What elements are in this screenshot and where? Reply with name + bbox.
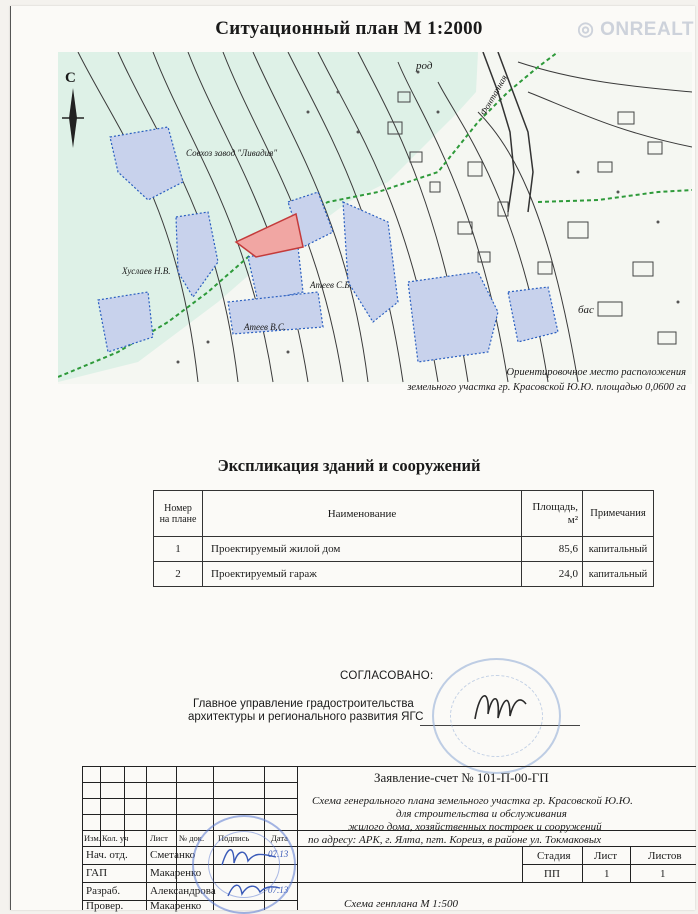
approval-title: СОГЛАСОВАНО:: [340, 670, 434, 682]
date-developer: 07.13: [268, 885, 289, 895]
col-header-izm: Изм.: [84, 833, 101, 843]
situation-map: [58, 52, 692, 384]
doc-description-line3: жилого дома, хозяйственных построек и сооружений: [348, 821, 602, 833]
sheet-title: Схема генплана М 1:500: [344, 898, 458, 910]
table-row: [154, 537, 654, 562]
map-drawing: [58, 52, 692, 384]
col-header-kol: Кол. уч: [102, 833, 129, 843]
doc-description-line1: Схема генерального плана земельного участка гр. Красовской Ю.Ю.: [312, 795, 633, 807]
map-caption: [386, 365, 686, 395]
approval-signature: [470, 684, 530, 728]
person-head: Сметанко: [150, 849, 196, 861]
col-header-list: Лист: [150, 833, 168, 843]
north-arrow-icon: [62, 88, 84, 148]
signature-head: [220, 843, 280, 873]
col-header-docnum: № док.: [179, 833, 205, 843]
watermark: ◎ ONREALT: [577, 19, 694, 40]
role-gap: ГАП: [86, 867, 108, 879]
map-caption-line2: земельного участка гр. Красовской Ю.Ю. площадью 0,0600 га: [407, 382, 686, 393]
map-label-street: Фонтанная: [478, 73, 510, 117]
explication-header-row: [154, 491, 654, 537]
row-name: Проектируемый жилой дом: [203, 537, 522, 562]
map-label-owner3: Атеев В.С.: [244, 322, 287, 332]
col-header-signature: Подпись: [218, 833, 250, 843]
person-checker: Макаренко: [150, 900, 202, 912]
col-header-num: Номер на плане: [154, 491, 203, 537]
explication-title: Экспликация зданий и сооружений: [217, 456, 481, 475]
signature-developer: [226, 878, 282, 902]
compass: [62, 70, 84, 150]
map-label-owner1: Хуслаев Н.В.: [122, 266, 171, 276]
person-gap: Макаренко: [150, 867, 202, 879]
doc-description-line4: по адресу: АРК, г. Ялта, пгт. Кореиз, в районе ул. Токмаковых: [308, 834, 602, 846]
map-label-road: род: [416, 60, 433, 72]
row-area: 24,0: [522, 562, 583, 587]
compass-letter: С: [65, 70, 76, 86]
row-num: 2: [154, 562, 203, 587]
role-checker: Провер.: [86, 900, 124, 912]
date-head: 07.13: [268, 849, 289, 859]
row-area: 85,6: [522, 537, 583, 562]
watermark-icon: ◎: [577, 19, 601, 40]
row-note: капитальный: [583, 562, 654, 587]
title-block: [82, 766, 696, 910]
col-header-note: Примечания: [583, 491, 654, 537]
explication-table: [153, 490, 654, 587]
col-header-name: Наименование: [203, 491, 522, 537]
map-caption-line1: Ориентировочное место расположения: [506, 367, 686, 378]
map-label-bas: бас: [578, 304, 594, 316]
col-header-area: Площадь, м²: [522, 491, 583, 537]
doc-number: Заявление-счет № 101-П-00-ГП: [374, 770, 549, 785]
stage-header: Стадия: [537, 850, 571, 862]
approval-org-line1: Главное управление градостроительства: [193, 698, 414, 710]
map-label-owner2: Атеев С.Б.: [310, 280, 352, 290]
stage-value: ПП: [544, 868, 560, 880]
plan-title: Ситуационный план М 1:2000: [215, 18, 483, 39]
map-label-sovkhoz: Совхоз завод "Ливадия": [186, 148, 278, 158]
sheets-value: 1: [660, 868, 666, 880]
sheet-header: Лист: [594, 850, 618, 862]
row-note: капитальный: [583, 537, 654, 562]
role-developer: Разраб.: [86, 885, 121, 897]
sheets-header: Листов: [648, 850, 682, 862]
role-head: Нач. отд.: [86, 849, 128, 861]
doc-description-line2: для строительства и обслуживания: [396, 808, 567, 820]
col-header-date: Дата: [271, 833, 288, 843]
approval-org-line2: архитектуры и регионального развития ЯГС: [188, 711, 424, 723]
table-row: [154, 562, 654, 587]
row-num: 1: [154, 537, 203, 562]
person-developer: Александрова: [150, 885, 216, 897]
row-name: Проектируемый гараж: [203, 562, 522, 587]
sheet-value: 1: [604, 868, 610, 880]
